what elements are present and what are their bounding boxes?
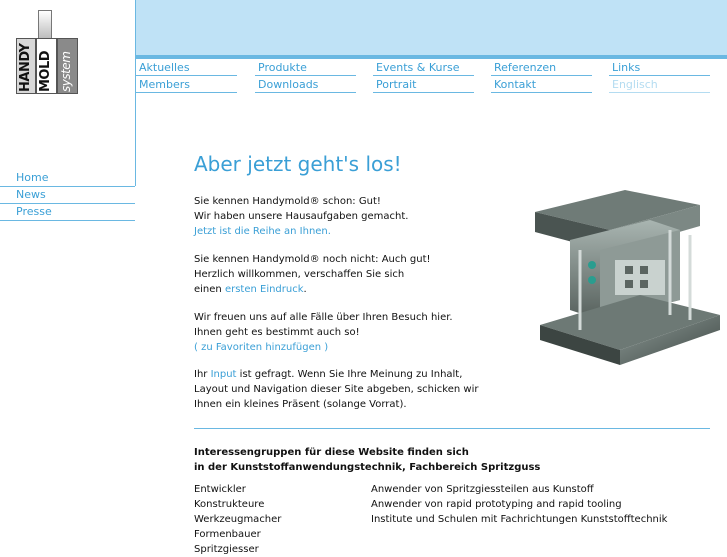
nav-members[interactable]: Members [136,77,237,93]
text-line: Sie kennen Handymold® noch nicht: Auch gut! [194,254,431,265]
nav-portrait[interactable]: Portrait [373,77,474,93]
nav-links[interactable]: Links [609,60,710,76]
logo-tab-shape [38,10,52,38]
list-item: Institute und Schulen mit Fachrichtungen Kunststofftechnik [371,514,668,525]
list-item: Werkzeugmacher [194,514,282,525]
interest-list-right [371,482,667,527]
nav-produkte[interactable]: Produkte [255,60,356,76]
nav-kontakt[interactable]: Kontakt [491,77,592,93]
text-fragment: . [303,284,307,295]
interest-groups-heading [194,445,594,475]
page-title: Aber jetzt geht's los! [194,152,402,176]
mold-machine-photo [530,190,725,380]
sidebar-item-news[interactable]: News [0,187,135,204]
text-line: Ihnen geht es bestimmt auch so! [194,327,360,338]
logo-text-system: system [59,51,73,92]
text-line: Wir haben unsere Hausaufgaben gemacht. [194,211,409,222]
nav-events-kurse[interactable]: Events & Kurse [373,60,474,76]
section-divider [194,428,710,429]
sidebar-item-home[interactable]: Home [0,170,135,187]
link-ersten-eindruck[interactable]: ersten Eindruck [224,284,304,295]
intro-paragraph-1 [194,194,494,239]
text-line: Herzlich willkommen, verschaffen Sie sich [194,269,405,280]
nav-referenzen[interactable]: Referenzen [491,60,592,76]
text-fragment: einen [194,284,225,295]
intro-paragraph-2 [194,252,494,297]
heading-line: Interessengruppen für diese Website finden sich [194,447,469,458]
logo-text-handy: HANDY [18,43,33,92]
text-line [194,282,494,297]
link-zu-favoriten[interactable]: ( zu Favoriten hinzufügen ) [194,342,329,353]
heading-line: in der Kunststoffanwendungstechnik, Fachbereich Spritzguss [194,462,541,473]
text-line: Layout und Navigation dieser Site abgeben, schicken wir [194,384,479,395]
intro-paragraph-3 [194,310,494,355]
nav-englisch[interactable]: Englisch [609,77,710,93]
list-item: Konstrukteure [194,499,265,510]
link-jetzt-reihe[interactable]: Jetzt ist die Reihe an Ihnen. [194,226,331,237]
handymold-logo[interactable] [16,10,78,94]
logo-text-mold: MOLD [38,50,53,92]
nav-downloads[interactable]: Downloads [255,77,356,93]
text-line: Wir freuen uns auf alle Fälle über Ihren Besuch hier. [194,312,453,323]
nav-aktuelles[interactable]: Aktuelles [136,60,237,76]
sidebar-divider-line [135,0,136,186]
list-item: Anwender von Spritzgiessteilen aus Kunstoff [371,484,594,495]
text-line: Ihnen ein kleines Präsent (solange Vorrat). [194,399,407,410]
interest-list-left [194,482,281,557]
list-item: Spritzgiesser [194,544,259,555]
logo-area [0,0,135,100]
list-item: Entwickler [194,484,246,495]
top-banner-rule [135,55,727,59]
list-item: Anwender von rapid prototyping and rapid tooling [371,499,622,510]
text-fragment: Ihr [194,369,211,380]
intro-paragraph-4 [194,367,494,412]
top-banner [135,0,727,55]
text-line: Sie kennen Handymold® schon: Gut! [194,196,381,207]
sidebar-item-presse[interactable]: Presse [0,204,135,221]
link-input[interactable]: Input [210,369,237,380]
list-item: Formenbauer [194,529,261,540]
text-fragment: ist gefragt. Wenn Sie Ihre Meinung zu Inhalt, [236,369,463,380]
text-line [194,367,494,382]
